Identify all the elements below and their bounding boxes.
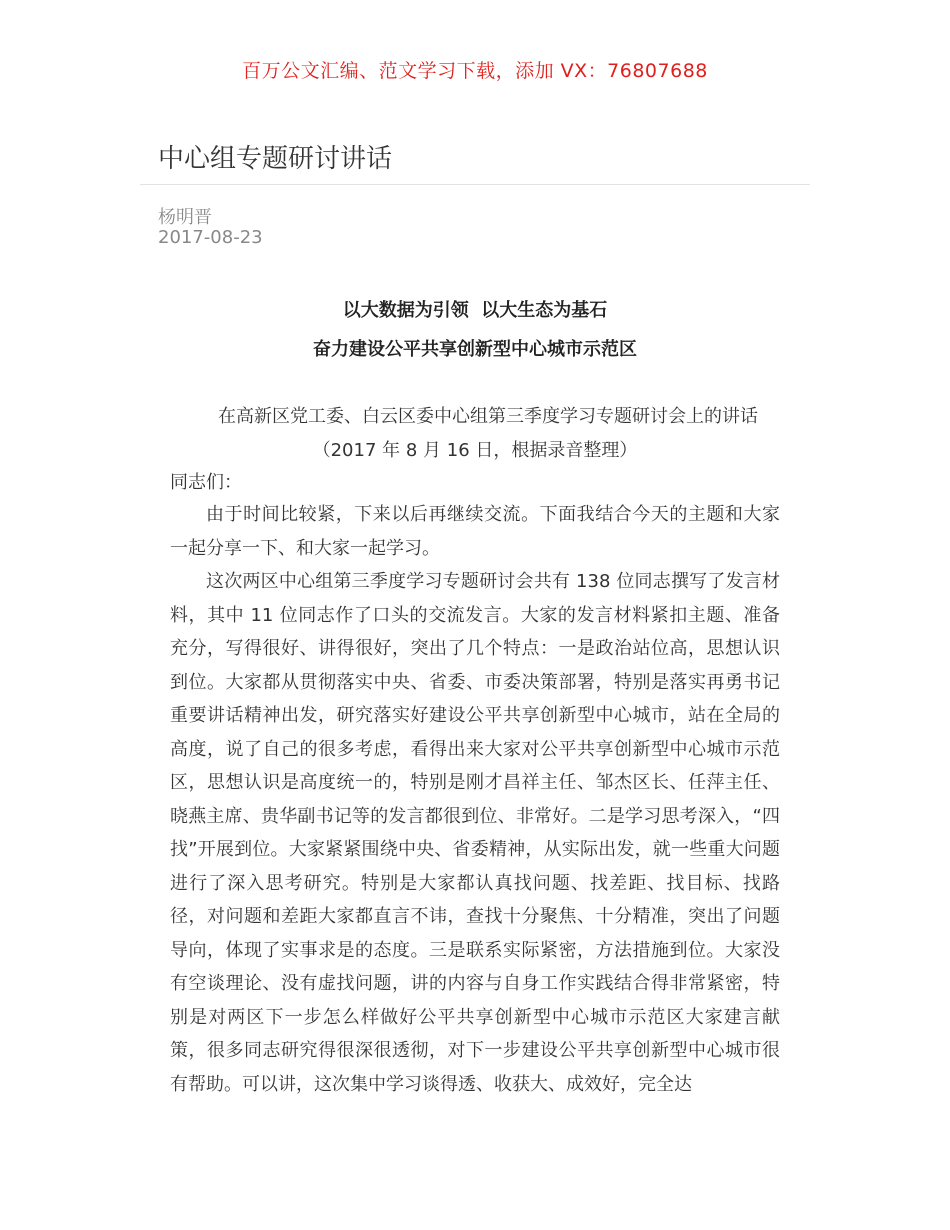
page-title: 中心组专题研讨讲话 (158, 144, 393, 174)
speech-occasion: 在高新区党工委、白云区委中心组第三季度学习专题研讨会上的讲话 (218, 406, 758, 427)
publish-date: 2017-08-23 (158, 227, 263, 248)
download-banner: 百万公文汇编、范文学习下载，添加 VX：76807688 (242, 60, 708, 82)
author-name: 杨明晋 (158, 207, 212, 228)
body-paragraph: 由于时间比较紧，下来以后再继续交流。下面我结合今天的主题和大家一起分享一下、和大家一起学习。 (170, 504, 780, 559)
title-divider (140, 184, 810, 185)
headline-line-1: 以大数据为引领 以大生态为基石 (342, 300, 608, 321)
speech-date-note: （2017 年 8 月 16 日，根据录音整理） (312, 440, 638, 461)
salutation: 同志们： (170, 472, 242, 493)
body-paragraph: 这次两区中心组第三季度学习专题研讨会共有 138 位同志撰写了发言材料，其中 11 位同志作了口头的交流发言。大家的发言材料紧扣主题、准备充分，写得很好、讲得很好，突出了几个特点：一是政治站位高，思想认识到位。大家都从贯彻落实中央、省委、市委决策部署，特别是落实再勇书记重要讲话精神出发，研究落实好建设公平共享创新型中心城市，站在全局的高度，说了自己的很多考虑，看得出来大家对公平共享创新型中心城市示范区，思想认识是高度统一的，特别是刚才昌祥主任、邹杰区长、任萍主任、晓燕主席、贵华副书记等的发言都很到位、非常好。二是学习思考深入，“四找”开展到位。大家紧紧围绕中央、省委精神，从实际出发，就一些重大问题进行了深入思考研究。特别是大家都认真找问题、找差距、找目标、找路径，对问题和差距大家都直言不讳，查找十分聚焦、十分精准，突出了问题导向，体现了实事求是的态度。三是联系实际紧密，方法措施到位。大家没有空谈理论、没有虚找问题，讲的内容与自身工作实践结合得非常紧密，特别是对两区下一步怎么样做好公平共享创新型中心城市示范区大家建言献策，很多同志研究得很深很透彻，对下一步建设公平共享创新型中心城市很有帮助。可以讲，这次集中学习谈得透、收获大、成效好，完全达 (170, 571, 780, 1095)
headline-line-2: 奋力建设公平共享创新型中心城市示范区 (313, 339, 637, 360)
